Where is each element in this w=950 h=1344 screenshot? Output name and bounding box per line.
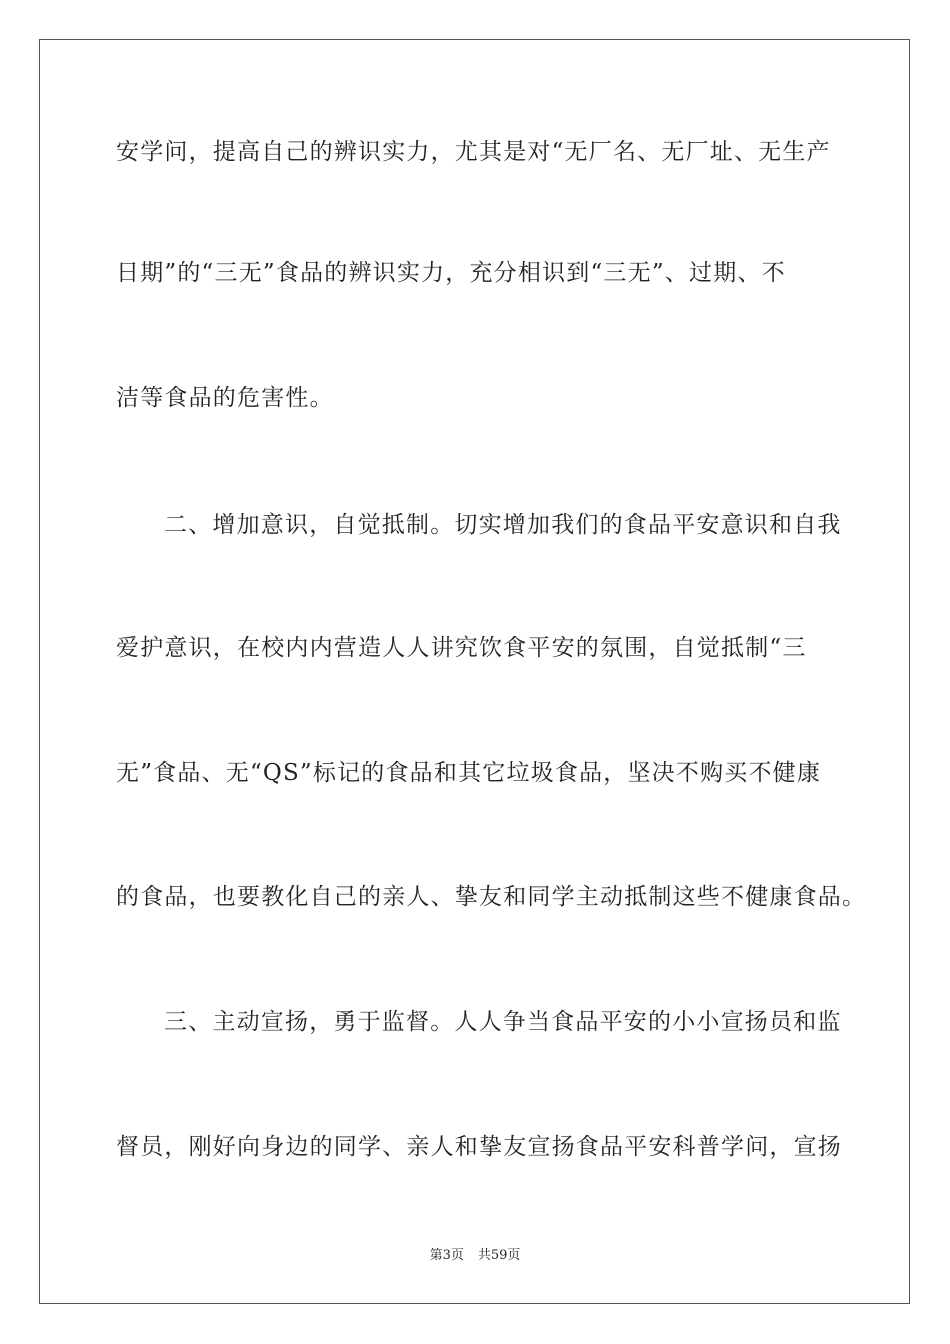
paragraph-line: 无”食品、无“QS”标记的食品和其它垃圾食品，坚决不购买不健康 xyxy=(116,760,822,786)
paragraph-line: 督员，刚好向身边的同学、亲人和挚友宣扬食品平安科普学问，宣扬 xyxy=(116,1134,842,1160)
paragraph-line: 洁等食品的危害性。 xyxy=(116,385,334,411)
page-footer xyxy=(0,1247,950,1265)
paragraph-line: 三、主动宣扬，勇于监督。人人争当食品平安的小小宣扬员和监 xyxy=(164,1009,842,1035)
paragraph-line: 二、增加意识，自觉抵制。切实增加我们的食品平安意识和自我 xyxy=(164,512,842,538)
page-number: 第3页 xyxy=(429,1248,464,1263)
page-total: 共59页 xyxy=(477,1248,521,1263)
paragraph-line: 安学问，提高自己的辨识实力，尤其是对“无厂名、无厂址、无生产 xyxy=(116,139,831,165)
page-border xyxy=(39,39,910,1304)
paragraph-line: 的食品，也要教化自己的亲人、挚友和同学主动抵制这些不健康食品。 xyxy=(116,884,867,910)
paragraph-line: 爱护意识，在校内内营造人人讲究饮食平安的氛围，自觉抵制“三 xyxy=(116,635,807,661)
paragraph-line: 日期”的“三无”食品的辨识实力，充分相识到“三无”、过期、不 xyxy=(116,260,786,286)
